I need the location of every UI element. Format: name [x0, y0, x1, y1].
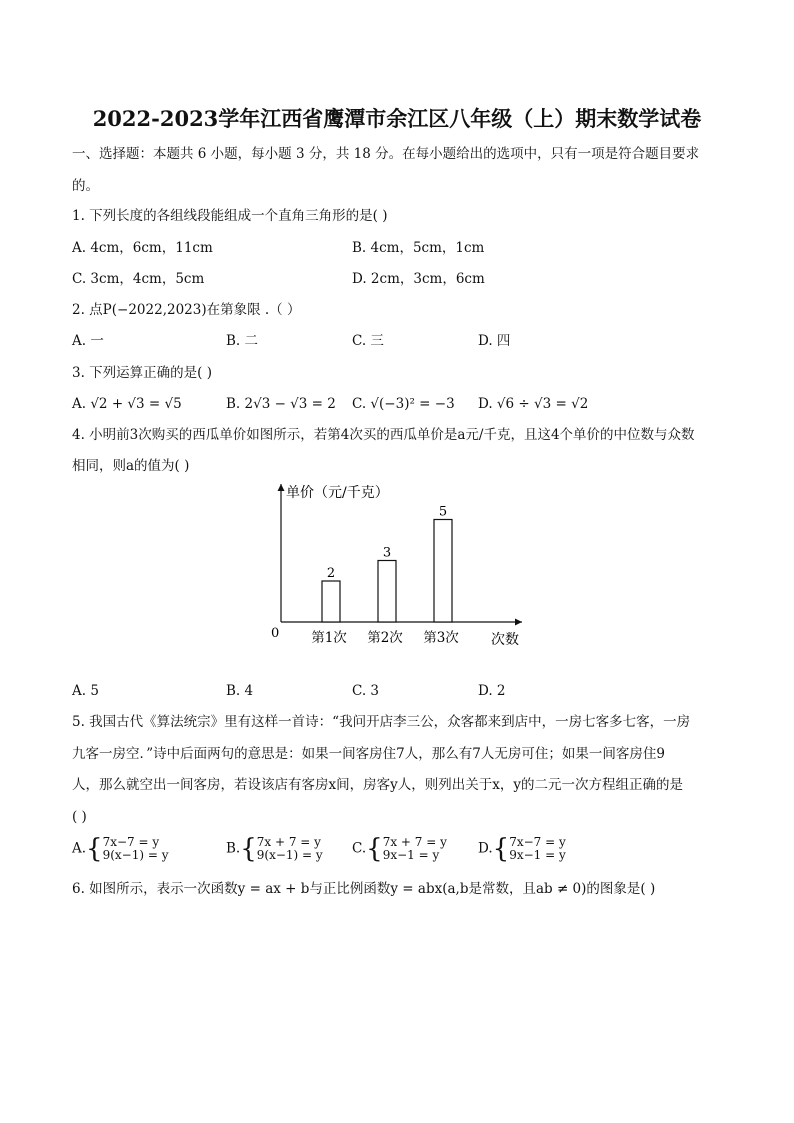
- x-tick-label: 第2次: [367, 630, 403, 646]
- x-axis-label: 次数: [491, 632, 519, 648]
- bar-data-label: 3: [382, 545, 392, 561]
- bar-data-label: 5: [438, 504, 448, 520]
- question-2-stem: 2. 点P(−2022,2023)在第象限 .（ ）: [72, 302, 301, 318]
- bar: [434, 520, 452, 623]
- question-6-stem: 6. 如图所示，表示一次函数y = ax + b与正比例函数y = abx(a,b是常数，且ab ≠ 0)的图象是( ): [72, 881, 656, 897]
- question-4-option-b: B. 4: [226, 683, 254, 699]
- y-axis-arrow-icon: [278, 484, 285, 491]
- question-2-option-d: D. 四: [478, 333, 511, 349]
- question-1-option-c: C. 3cm，4cm，5cm: [72, 271, 205, 287]
- question-5-stem-line4: ( ): [72, 809, 87, 825]
- question-4-option-c: C. 3: [352, 683, 380, 699]
- x-tick-label: 第1次: [311, 630, 347, 646]
- origin-label: 0: [271, 626, 280, 641]
- question-3-option-c: C. √(−3)² = −3: [352, 396, 455, 412]
- question-3-stem: 3. 下列运算正确的是( ): [72, 365, 212, 381]
- question-5-option-a: A.{ 7x−7 = y 9(x−1) = y: [72, 834, 169, 864]
- question-5-option-d: D.{ 7x−7 = y 9x−1 = y: [478, 834, 566, 864]
- question-3-option-b: B. 2√3 − √3 = 2: [226, 396, 336, 412]
- question-2-option-a: A. 一: [72, 333, 104, 349]
- y-axis-label: 单价（元/千克）: [286, 485, 389, 501]
- x-tick-label: 第3次: [423, 630, 459, 646]
- question-4-option-a: A. 5: [72, 683, 99, 699]
- question-5-option-c: C.{ 7x + 7 = y 9x−1 = y: [352, 834, 447, 864]
- x-axis-arrow-icon: [515, 619, 522, 626]
- question-1-option-a: A. 4cm，6cm，11cm: [72, 240, 213, 256]
- question-5-stem-line2: 九客一房空．”诗中后面两句的意思是：如果一间客房住7人，那么有7人无房可住；如果一间客房住9: [72, 746, 665, 762]
- page-title: 2022-2023学年江西省鹰潭市余江区八年级（上）期末数学试卷: [92, 106, 702, 131]
- question-4-stem-line1: 4. 小明前3次购买的西瓜单价如图所示，若第4次买的西瓜单价是a元/千克，且这4个单价的中位数与众数: [72, 427, 695, 443]
- question-5-stem-line1: 5. 我国古代《算法统宗》里有这样一首诗：“我问开店李三公，众客都来到店中，一房七客多七客，一房: [72, 714, 691, 730]
- question-1-option-d: D. 2cm，3cm，6cm: [352, 271, 485, 287]
- question-2-option-b: B. 二: [226, 333, 259, 349]
- question-4-stem-line2: 相同，则a的值为( ): [72, 458, 190, 474]
- question-3-option-a: A. √2 + √3 = √5: [72, 396, 182, 412]
- question-3-option-d: D. √6 ÷ √3 = √2: [478, 396, 589, 412]
- question-1-stem: 1. 下列长度的各组线段能组成一个直角三角形的是( ): [72, 208, 388, 224]
- question-5-stem-line3: 人，那么就空出一间客房，若设该店有客房x间，房客y人，则列出关于x，y的二元一次方程组正确的是: [72, 777, 683, 793]
- question-5-option-b: B.{ 7x + 7 = y 9(x−1) = y: [226, 834, 323, 864]
- bar: [378, 561, 396, 623]
- question-2-option-c: C. 三: [352, 333, 384, 349]
- section-instruction-line1: 一、选择题：本题共 6 小题，每小题 3 分，共 18 分。在每小题给出的选项中，只有一项是符合题目要求: [72, 146, 700, 162]
- bar: [322, 581, 340, 622]
- section-instruction-line2: 的。: [72, 178, 99, 194]
- question-4-option-d: D. 2: [478, 683, 506, 699]
- bar-data-label: 2: [326, 566, 336, 581]
- question-1-option-b: B. 4cm，5cm，1cm: [352, 240, 485, 256]
